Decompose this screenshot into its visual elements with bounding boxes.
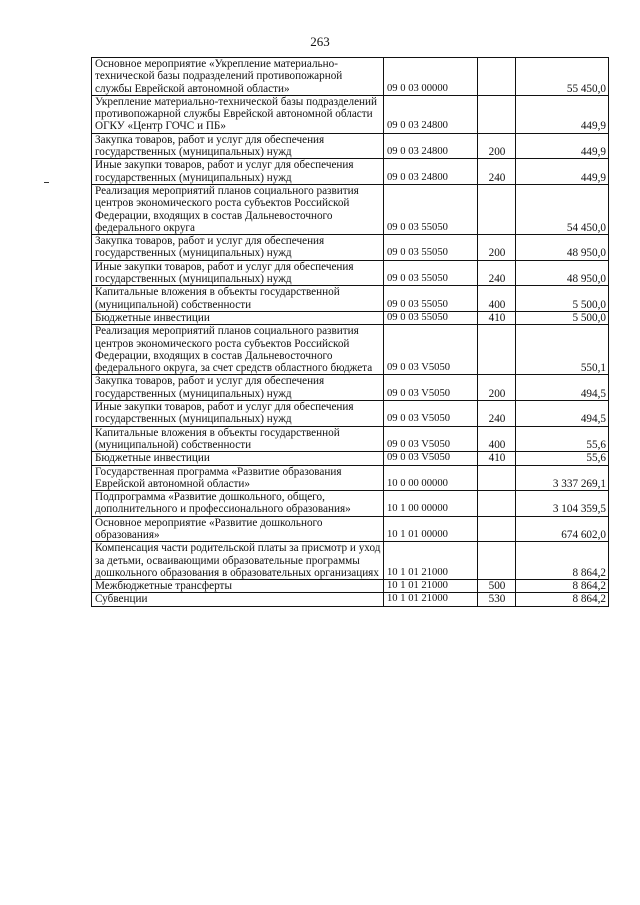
item-code: 09 0 03 24800 [384, 133, 478, 159]
expense-type: 500 [478, 580, 516, 593]
item-code: 09 0 03 55050 [384, 286, 478, 312]
table-row [92, 95, 609, 133]
item-name: Основное мероприятие «Укрепление материально-технической базы подразделений противопожарной службы Еврейской автономной области» [92, 58, 384, 96]
table-row [92, 401, 609, 427]
item-name: Иные закупки товаров, работ и услуг для обеспечения государственных (муниципальных) нужд [92, 401, 384, 427]
expense-type [478, 184, 516, 234]
expense-type [478, 465, 516, 491]
item-amount: 449,9 [516, 159, 609, 185]
item-amount: 55,6 [516, 426, 609, 452]
item-name: Реализация мероприятий планов социального развития центров экономического роста субъектов Российской Федерации, входящих в состав Дальневосточного федерального округа [92, 184, 384, 234]
page-number: 263 [310, 34, 330, 49]
table-row [92, 465, 609, 491]
item-name: Подпрограмма «Развитие дошкольного, общего, дополнительного и профессионального образования» [92, 491, 384, 517]
expense-type: 200 [478, 375, 516, 401]
item-code: 10 1 00 00000 [384, 491, 478, 517]
table-row [92, 133, 609, 159]
table-row [92, 184, 609, 234]
expense-type: 240 [478, 159, 516, 185]
expense-type [478, 58, 516, 96]
expense-type: 240 [478, 260, 516, 286]
item-name: Реализация мероприятий планов социального развития центров экономического роста субъектов Российской Федерации, входящих в состав Дальневосточного федерального округа, за счет средств областного бюджета [92, 325, 384, 375]
item-code: 09 0 03 24800 [384, 95, 478, 133]
item-name: Государственная программа «Развитие образования Еврейской автономной области» [92, 465, 384, 491]
table-row [92, 426, 609, 452]
table-row [92, 58, 609, 96]
item-code: 10 1 01 21000 [384, 593, 478, 606]
item-amount: 5 500,0 [516, 286, 609, 312]
table-row [92, 542, 609, 580]
table-row [92, 491, 609, 517]
item-amount: 55,6 [516, 452, 609, 465]
item-name: Капитальные вложения в объекты государственной (муниципальной) собственности [92, 286, 384, 312]
item-code: 09 0 03 V5050 [384, 375, 478, 401]
table-row [92, 286, 609, 312]
item-amount: 3 337 269,1 [516, 465, 609, 491]
item-code: 09 0 03 V5050 [384, 325, 478, 375]
item-code: 10 0 00 00000 [384, 465, 478, 491]
expense-type [478, 491, 516, 517]
table-row [92, 311, 609, 324]
item-amount: 48 950,0 [516, 260, 609, 286]
expense-type: 200 [478, 235, 516, 261]
item-code: 09 0 03 V5050 [384, 426, 478, 452]
item-code: 09 0 03 55050 [384, 311, 478, 324]
item-name: Капитальные вложения в объекты государственной (муниципальной) собственности [92, 426, 384, 452]
expense-type: 400 [478, 426, 516, 452]
item-amount: 449,9 [516, 133, 609, 159]
table-row [92, 159, 609, 185]
item-code: 09 0 03 55050 [384, 260, 478, 286]
item-amount: 550,1 [516, 325, 609, 375]
item-code: 10 1 01 00000 [384, 516, 478, 542]
expense-type [478, 95, 516, 133]
item-name: Основное мероприятие «Развитие дошкольного образования» [92, 516, 384, 542]
table-row [92, 375, 609, 401]
table-row [92, 235, 609, 261]
item-code: 09 0 03 V5050 [384, 452, 478, 465]
item-name: Укрепление материально-технической базы подразделений противопожарной службы Еврейской автономной области ОГКУ «Центр ГОЧС и ПБ» [92, 95, 384, 133]
table-row [92, 580, 609, 593]
table-row [92, 516, 609, 542]
item-code: 09 0 03 55050 [384, 184, 478, 234]
item-code: 10 1 01 21000 [384, 542, 478, 580]
item-amount: 55 450,0 [516, 58, 609, 96]
item-name: Межбюджетные трансферты [92, 580, 384, 593]
item-name: Иные закупки товаров, работ и услуг для обеспечения государственных (муниципальных) нужд [92, 260, 384, 286]
expense-type: 410 [478, 311, 516, 324]
item-amount: 8 864,2 [516, 542, 609, 580]
item-amount: 54 450,0 [516, 184, 609, 234]
item-name: Закупка товаров, работ и услуг для обеспечения государственных (муниципальных) нужд [92, 133, 384, 159]
item-code: 09 0 03 55050 [384, 235, 478, 261]
budget-table [91, 57, 609, 607]
item-amount: 494,5 [516, 401, 609, 427]
budget-table-body [92, 58, 609, 607]
item-name: Иные закупки товаров, работ и услуг для обеспечения государственных (муниципальных) нужд [92, 159, 384, 185]
table-row [92, 593, 609, 606]
item-code: 10 1 01 21000 [384, 580, 478, 593]
item-amount: 449,9 [516, 95, 609, 133]
item-code: 09 0 03 V5050 [384, 401, 478, 427]
expense-type [478, 325, 516, 375]
table-row [92, 260, 609, 286]
item-amount: 8 864,2 [516, 593, 609, 606]
expense-type: 530 [478, 593, 516, 606]
expense-type: 240 [478, 401, 516, 427]
item-amount: 3 104 359,5 [516, 491, 609, 517]
item-amount: 48 950,0 [516, 235, 609, 261]
margin-mark [44, 182, 49, 183]
item-name: Закупка товаров, работ и услуг для обеспечения государственных (муниципальных) нужд [92, 235, 384, 261]
expense-type: 200 [478, 133, 516, 159]
item-code: 09 0 03 24800 [384, 159, 478, 185]
table-row [92, 452, 609, 465]
item-name: Бюджетные инвестиции [92, 452, 384, 465]
item-amount: 8 864,2 [516, 580, 609, 593]
item-name: Компенсация части родительской платы за присмотр и уход за детьми, осваивающими образовательные программы дошкольного образования в образовательных организациях [92, 542, 384, 580]
item-amount: 494,5 [516, 375, 609, 401]
expense-type [478, 542, 516, 580]
item-name: Бюджетные инвестиции [92, 311, 384, 324]
expense-type: 400 [478, 286, 516, 312]
expense-type [478, 516, 516, 542]
item-name: Субвенции [92, 593, 384, 606]
item-amount: 5 500,0 [516, 311, 609, 324]
table-row [92, 325, 609, 375]
item-amount: 674 602,0 [516, 516, 609, 542]
item-name: Закупка товаров, работ и услуг для обеспечения государственных (муниципальных) нужд [92, 375, 384, 401]
item-code: 09 0 03 00000 [384, 58, 478, 96]
expense-type: 410 [478, 452, 516, 465]
